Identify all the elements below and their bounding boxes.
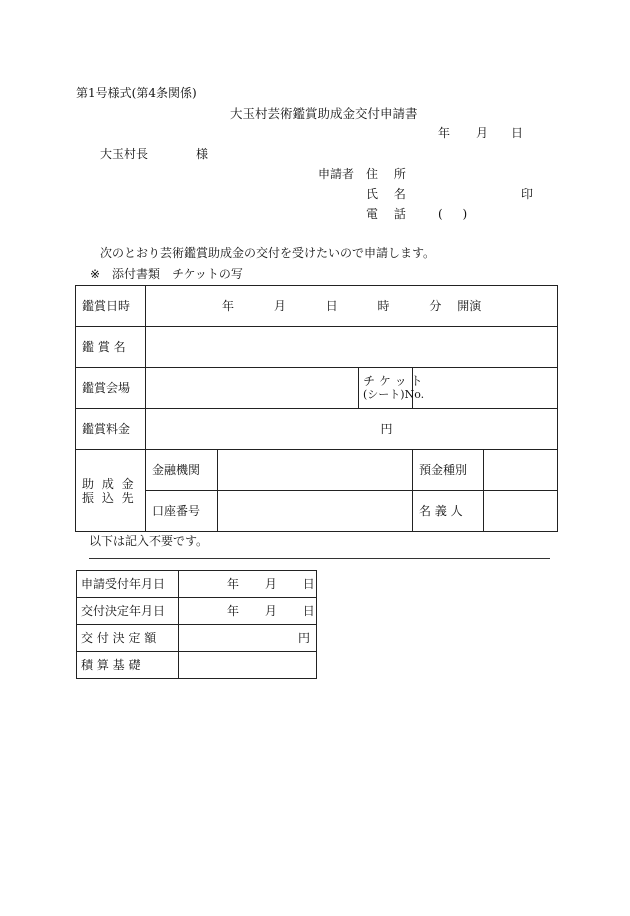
decision-month-label: 月 bbox=[264, 604, 277, 618]
transfer-destination-label bbox=[76, 450, 146, 532]
ticket-label-line2: (シート)No. bbox=[363, 388, 425, 401]
viewing-fee-label: 鑑賞料金 bbox=[76, 409, 146, 450]
viewing-fee-field[interactable] bbox=[146, 409, 558, 450]
calculation-basis-field[interactable] bbox=[179, 652, 317, 679]
table-row bbox=[76, 286, 558, 327]
applicant-label: 申請者 bbox=[318, 167, 355, 181]
account-number-label: 口座番号 bbox=[146, 491, 218, 532]
account-holder-label: 名 義 人 bbox=[413, 491, 484, 532]
receipt-date-label: 申請受付年月日 bbox=[77, 571, 179, 598]
ticket-number-field[interactable] bbox=[413, 368, 558, 409]
addressee: 大玉村長 bbox=[100, 147, 149, 161]
applicant-phone-label: 電 話 bbox=[366, 207, 412, 221]
applicant-address-label: 住 所 bbox=[366, 167, 412, 181]
ticket-number-label bbox=[359, 368, 425, 409]
decision-amount-field[interactable] bbox=[179, 625, 317, 652]
receipt-year-label: 年 bbox=[227, 577, 240, 591]
phone-parentheses: ( ) bbox=[438, 207, 476, 221]
viewing-venue-field[interactable] bbox=[146, 368, 359, 409]
form-number: 第1号様式(第4条関係) bbox=[76, 86, 197, 100]
table-row bbox=[77, 652, 317, 679]
date-year-label: 年 bbox=[438, 126, 451, 140]
decision-amount-label: 交 付 決 定 額 bbox=[77, 625, 179, 652]
datetime-hour-label: 時 bbox=[377, 299, 390, 313]
viewing-venue-label: 鑑賞会場 bbox=[76, 368, 146, 409]
receipt-month-label: 月 bbox=[264, 577, 277, 591]
table-row bbox=[77, 598, 317, 625]
transfer-label-line1: 助 成 金 bbox=[82, 476, 136, 491]
attachment-mark: ※ bbox=[90, 267, 101, 281]
addressee-honorific: 様 bbox=[196, 147, 209, 161]
datetime-month-label: 月 bbox=[273, 299, 286, 313]
amount-yen-unit: 円 bbox=[297, 631, 310, 645]
bank-label: 金融機関 bbox=[146, 450, 218, 491]
ticket-label-line1: チ ケ ッ ト bbox=[363, 374, 423, 388]
viewing-datetime-label: 鑑賞日時 bbox=[76, 286, 146, 327]
table-row bbox=[77, 625, 317, 652]
calculation-basis-label: 積 算 基 礎 bbox=[77, 652, 179, 679]
fee-yen-unit: 円 bbox=[380, 422, 393, 436]
table-row bbox=[76, 327, 558, 368]
date-month-label: 月 bbox=[476, 126, 489, 140]
attachment-label: 添付書類 bbox=[112, 267, 161, 281]
table-row bbox=[77, 571, 317, 598]
application-statement: 次のとおり芸術鑑賞助成金の交付を受けたいので申請します。 bbox=[100, 246, 436, 260]
document-title: 大玉村芸術鑑賞助成金交付申請書 bbox=[230, 106, 418, 121]
seal-mark: 印 bbox=[521, 187, 534, 201]
viewing-datetime-field[interactable] bbox=[146, 286, 558, 327]
datetime-day-label: 日 bbox=[325, 299, 338, 313]
table-row bbox=[76, 409, 558, 450]
deposit-type-label: 預金種別 bbox=[413, 450, 484, 491]
bank-field[interactable] bbox=[218, 450, 413, 491]
applicant-name-label: 氏 名 bbox=[366, 187, 412, 201]
account-holder-field[interactable] bbox=[484, 491, 558, 532]
office-use-note: 以下は記入不要です。 bbox=[89, 534, 209, 548]
date-day-label: 日 bbox=[511, 126, 524, 140]
table-row bbox=[76, 491, 558, 532]
office-use-table bbox=[76, 570, 317, 679]
datetime-minute-label: 分 bbox=[429, 299, 442, 313]
receipt-day-label: 日 bbox=[302, 577, 315, 591]
deposit-type-field[interactable] bbox=[484, 450, 558, 491]
section-divider bbox=[89, 558, 550, 559]
receipt-date-field[interactable] bbox=[179, 571, 317, 598]
datetime-year-label: 年 bbox=[222, 299, 235, 313]
table-row bbox=[76, 450, 558, 491]
decision-date-label: 交付決定年月日 bbox=[77, 598, 179, 625]
decision-date-field[interactable] bbox=[179, 598, 317, 625]
viewing-title-field[interactable] bbox=[146, 327, 558, 368]
performance-start-label: 開演 bbox=[457, 299, 482, 313]
application-table bbox=[75, 285, 558, 532]
attachment-item: チケットの写 bbox=[172, 267, 243, 281]
transfer-label-line2: 振 込 先 bbox=[82, 490, 136, 505]
account-number-field[interactable] bbox=[218, 491, 413, 532]
table-row bbox=[76, 368, 558, 409]
viewing-title-label: 鑑 賞 名 bbox=[76, 327, 146, 368]
decision-day-label: 日 bbox=[302, 604, 315, 618]
decision-year-label: 年 bbox=[227, 604, 240, 618]
